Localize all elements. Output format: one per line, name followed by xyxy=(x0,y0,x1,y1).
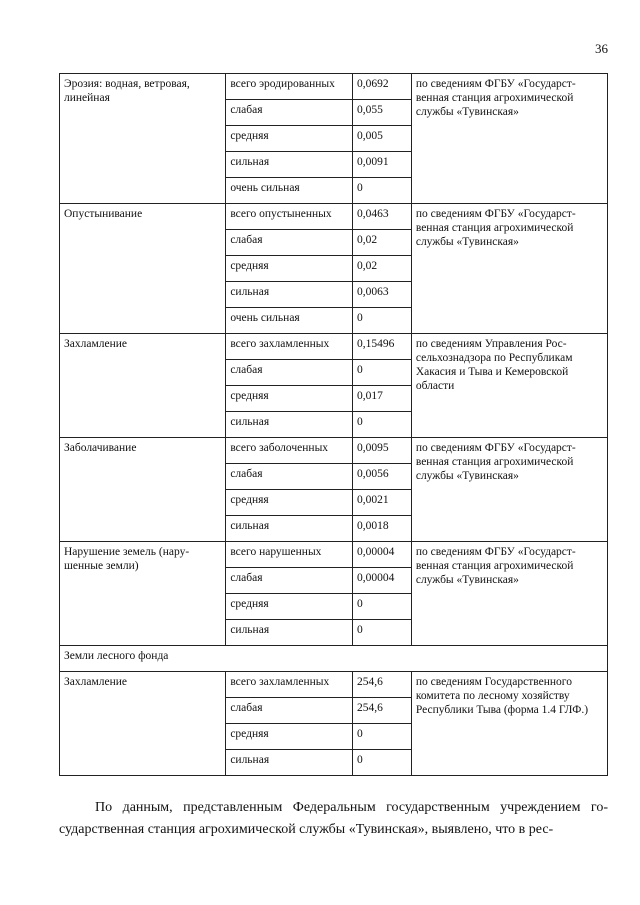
value-cell: 0 xyxy=(352,594,411,620)
severity-cell: слабая xyxy=(226,464,353,490)
value-cell: 0,055 xyxy=(352,100,411,126)
value-cell: 0,0021 xyxy=(352,490,411,516)
severity-cell: очень сильная xyxy=(226,178,353,204)
value-cell: 0,0018 xyxy=(352,516,411,542)
source-cell: по сведениям ФГБУ «Государст-венная станция агрохимической службы «Тувинская» xyxy=(411,438,607,542)
severity-cell: сильная xyxy=(226,620,353,646)
severity-cell: средняя xyxy=(226,594,353,620)
table-row xyxy=(60,334,608,360)
value-cell: 0 xyxy=(352,724,411,750)
section-header: Земли лесного фонда xyxy=(60,646,608,672)
source-cell: по сведениям ФГБУ «Государст-венная станция агрохимической службы «Тувинская» xyxy=(411,204,607,334)
severity-cell: всего опустыненных xyxy=(226,204,353,230)
value-cell: 0,0063 xyxy=(352,282,411,308)
severity-cell: слабая xyxy=(226,568,353,594)
table-row xyxy=(60,672,608,698)
source-cell: по сведениям Управления Рос-сельхознадзора по Республикам Хакасия и Тыва и Кемеровской области xyxy=(411,334,607,438)
value-cell: 0,15496 xyxy=(352,334,411,360)
severity-cell: сильная xyxy=(226,750,353,776)
value-cell: 0,0692 xyxy=(352,74,411,100)
severity-cell: сильная xyxy=(226,516,353,542)
severity-cell: очень сильная xyxy=(226,308,353,334)
page-number: 36 xyxy=(595,41,608,56)
severity-cell: слабая xyxy=(226,100,353,126)
table-row xyxy=(60,438,608,464)
severity-cell: сильная xyxy=(226,152,353,178)
value-cell: 0 xyxy=(352,178,411,204)
severity-cell: средняя xyxy=(226,256,353,282)
severity-cell: слабая xyxy=(226,698,353,724)
value-cell: 0,0463 xyxy=(352,204,411,230)
severity-cell: средняя xyxy=(226,386,353,412)
severity-cell: слабая xyxy=(226,360,353,386)
severity-cell: средняя xyxy=(226,490,353,516)
value-cell: 0 xyxy=(352,750,411,776)
table-row xyxy=(60,542,608,568)
value-cell: 254,6 xyxy=(352,672,411,698)
value-cell: 0 xyxy=(352,412,411,438)
category-cell: Захламление xyxy=(60,672,226,776)
severity-cell: всего захламленных xyxy=(226,672,353,698)
table-row xyxy=(60,204,608,230)
source-cell: по сведениям Государственного комитета по лесному хозяйству Республики Тыва (форма 1.4 ГЛФ.) xyxy=(411,672,607,776)
category-cell: Опустынивание xyxy=(60,204,226,334)
value-cell: 0 xyxy=(352,360,411,386)
value-cell: 254,6 xyxy=(352,698,411,724)
severity-cell: средняя xyxy=(226,126,353,152)
source-cell: по сведениям ФГБУ «Государст-венная станция агрохимической службы «Тувинская» xyxy=(411,74,607,204)
value-cell: 0,00004 xyxy=(352,568,411,594)
severity-cell: сильная xyxy=(226,282,353,308)
severity-cell: всего эродированных xyxy=(226,74,353,100)
value-cell: 0,017 xyxy=(352,386,411,412)
category-cell: Эрозия: водная, ветровая, линейная xyxy=(60,74,226,204)
value-cell: 0,005 xyxy=(352,126,411,152)
category-cell: Заболачивание xyxy=(60,438,226,542)
severity-cell: всего нарушенных xyxy=(226,542,353,568)
category-cell: Захламление xyxy=(60,334,226,438)
value-cell: 0,0091 xyxy=(352,152,411,178)
source-cell: по сведениям ФГБУ «Государст-венная станция агрохимической службы «Тувинская» xyxy=(411,542,607,646)
value-cell: 0 xyxy=(352,620,411,646)
value-cell: 0,0056 xyxy=(352,464,411,490)
section-header-row xyxy=(60,646,608,672)
table-row xyxy=(60,74,608,100)
value-cell: 0 xyxy=(352,308,411,334)
value-cell: 0,00004 xyxy=(352,542,411,568)
land-degradation-table xyxy=(59,73,608,776)
body-paragraph xyxy=(59,797,608,841)
severity-cell: всего захламленных xyxy=(226,334,353,360)
severity-cell: слабая xyxy=(226,230,353,256)
value-cell: 0,0095 xyxy=(352,438,411,464)
severity-cell: сильная xyxy=(226,412,353,438)
severity-cell: средняя xyxy=(226,724,353,750)
value-cell: 0,02 xyxy=(352,230,411,256)
value-cell: 0,02 xyxy=(352,256,411,282)
paragraph-text: По данным, представленным Федеральным государственным учреждением го-сударственная станция агрохимической службы «Тувинская», выявлено, что в рес- xyxy=(59,800,608,837)
category-cell: Нарушение земель (нару-шенные земли) xyxy=(60,542,226,646)
severity-cell: всего заболоченных xyxy=(226,438,353,464)
